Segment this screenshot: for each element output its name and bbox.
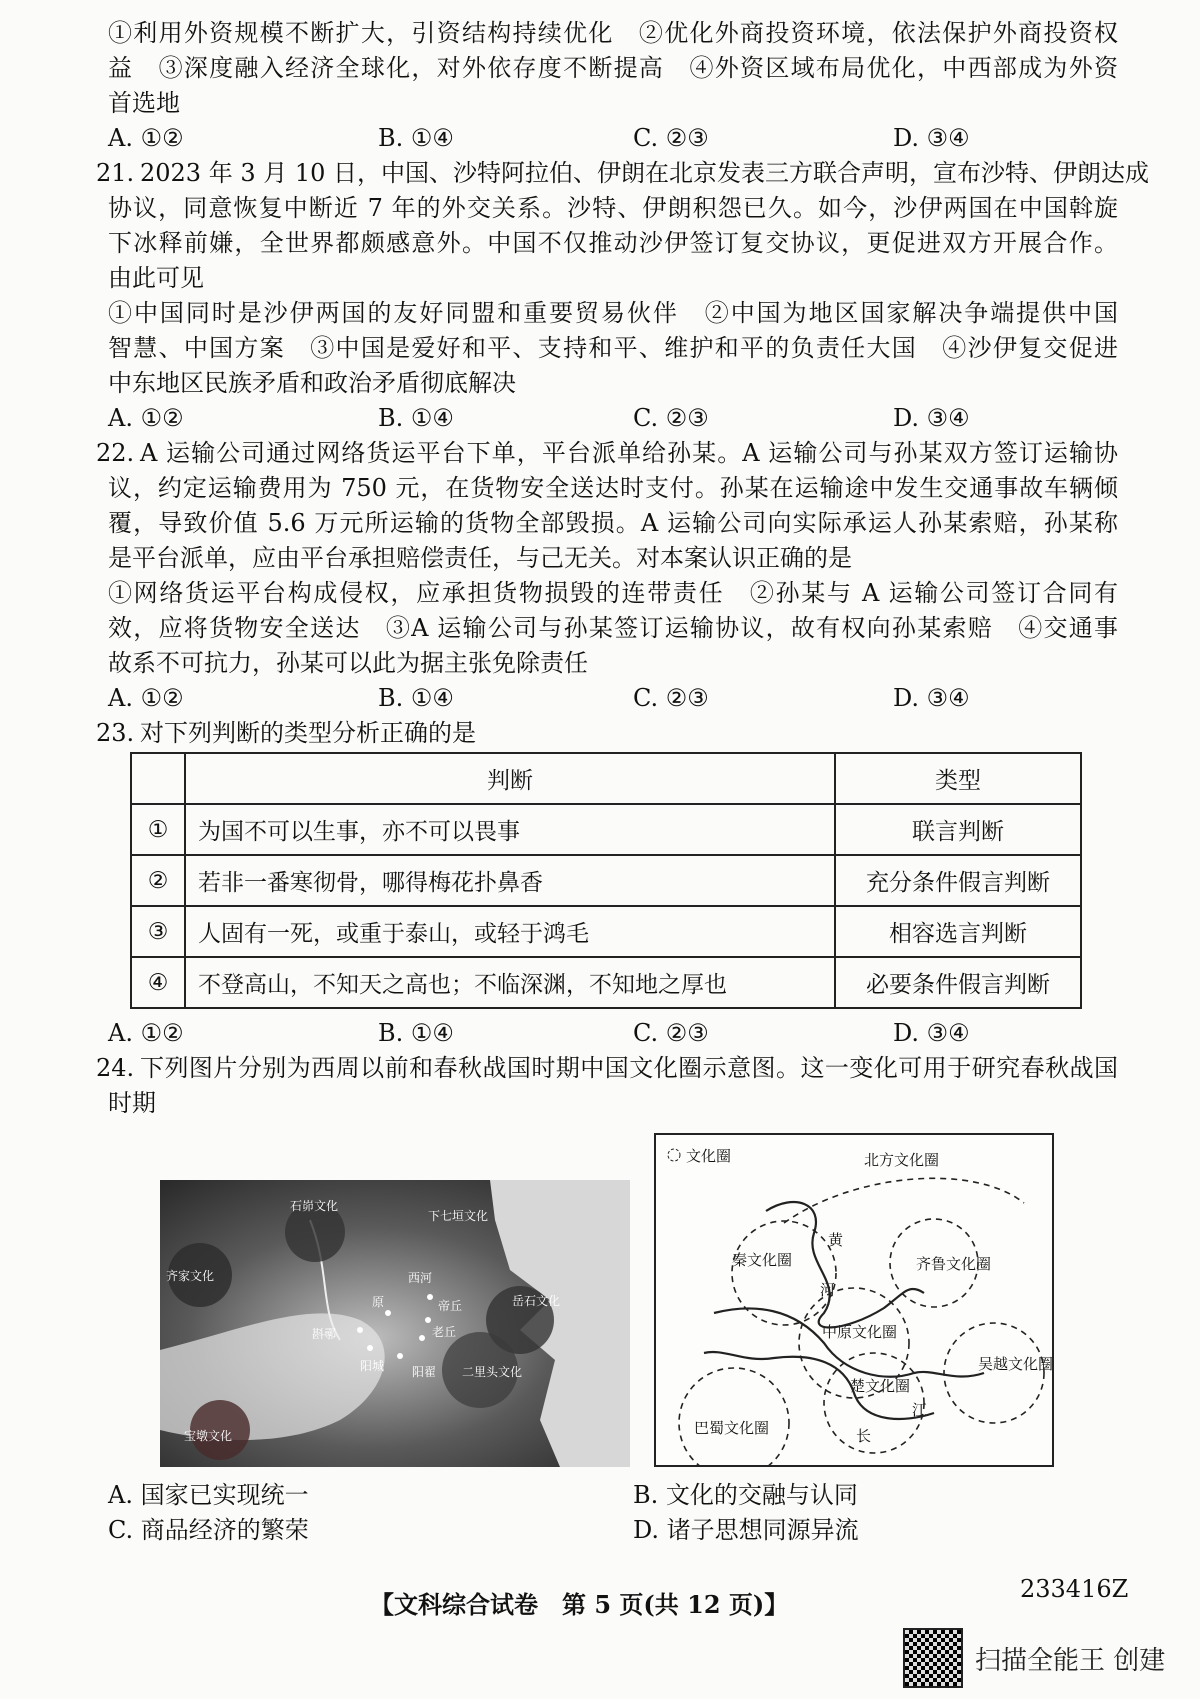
q23-option-d[interactable]: D. ③④	[893, 1019, 970, 1047]
q20-option-c[interactable]: C. ②③	[633, 124, 709, 152]
q24-option-b[interactable]: B. 文化的交融与认同	[633, 1481, 858, 1509]
q21-line-5: ①中国同时是沙伊两国的友好同盟和重要贸易伙伴 ②中国为地区国家解决争端提供中国	[108, 299, 1118, 327]
map1-label: 齐家文化	[166, 1269, 215, 1283]
map2-label-wuyue: 吴越文化圈	[978, 1355, 1054, 1373]
q21-line-7: 中东地区民族矛盾和政治矛盾彻底解决	[108, 369, 516, 397]
q24-line-2: 时期	[108, 1089, 156, 1117]
q22-number: 22.	[96, 439, 135, 467]
table-row	[131, 906, 1081, 957]
map2-label-north: 北方文化圈	[864, 1151, 940, 1169]
map1-label: 西河	[408, 1271, 433, 1285]
map2-label-bashu: 巴蜀文化圈	[694, 1419, 770, 1437]
row-type: 联言判断	[835, 804, 1081, 855]
map1-label: 二里头文化	[462, 1365, 523, 1379]
q24-option-d[interactable]: D. 诸子思想同源异流	[633, 1516, 859, 1544]
map1-label: 宝墩文化	[184, 1429, 233, 1443]
q22-line-4: 是平台派单，应由平台承担赔偿责任，与己无关。对本案认识正确的是	[108, 544, 852, 572]
row-type: 充分条件假言判断	[835, 855, 1081, 906]
q20-line-2: 益 ③深度融入经济全球化，对外依存度不断提高 ④外资区域布局优化，中西部成为外资	[108, 54, 1118, 82]
map2-label-he: 河	[820, 1281, 836, 1299]
q24-option-c[interactable]: C. 商品经济的繁荣	[108, 1516, 309, 1544]
watermark-text: 扫描全能王 创建	[975, 1645, 1166, 1676]
map1-label: 帝丘	[438, 1299, 463, 1313]
judgement-table	[130, 752, 1082, 1009]
q21-line-1: 2023 年 3 月 10 日，中国、沙特阿拉伯、伊朗在北京发表三方联合声明，宣布沙特、伊朗达成	[140, 159, 1150, 187]
q22-option-c[interactable]: C. ②③	[633, 684, 709, 712]
q22-line-1: A 运输公司通过网络货运平台下单，平台派单给孙某。A 运输公司与孙某双方签订运输协	[140, 439, 1118, 467]
map1-label: 阳翟	[412, 1365, 437, 1379]
q21-line-6: 智慧、中国方案 ③中国是爱好和平、支持和平、维护和平的负责任大国 ④沙伊复交促进	[108, 334, 1118, 362]
q22-line-2: 议，约定运输费用为 750 元，在货物安全送达时支付。孙某在运输途中发生交通事故车辆倾	[108, 474, 1118, 502]
map2-label-chu: 楚文化圈	[850, 1377, 911, 1395]
q23-number: 23.	[96, 719, 135, 747]
scanner-watermark	[903, 1628, 1165, 1688]
table-row	[131, 957, 1081, 1008]
row-type: 相容选言判断	[835, 906, 1081, 957]
q22-option-d[interactable]: D. ③④	[893, 684, 970, 712]
q22-line-5: ①网络货运平台构成侵权，应承担货物损毁的连带责任 ②孙某与 A 运输公司签订合同有	[108, 579, 1118, 607]
q23-stem: 对下列判断的类型分析正确的是	[140, 719, 476, 747]
q23-option-b[interactable]: B. ①④	[378, 1019, 454, 1047]
map-spring-autumn-cultures	[654, 1133, 1054, 1467]
q22-line-3: 覆，导致价值 5.6 万元所运输的货物全部毁损。A 运输公司向实际承运人孙某索赔，孙某称	[108, 509, 1118, 537]
q20-line-3: 首选地	[108, 89, 180, 117]
map1-label: 下七垣文化	[428, 1209, 489, 1223]
paper-code: 233416Z	[1020, 1575, 1129, 1603]
q21-option-b[interactable]: B. ①④	[378, 404, 454, 432]
table-row	[131, 804, 1081, 855]
q23-option-c[interactable]: C. ②③	[633, 1019, 709, 1047]
row-judgement: 若非一番寒彻骨，哪得梅花扑鼻香	[185, 855, 835, 906]
q20-line-1: ①利用外资规模不断扩大，引资结构持续优化 ②优化外商投资环境，依法保护外商投资权	[108, 19, 1118, 47]
row-index: ①	[131, 804, 185, 855]
qr-code-icon	[903, 1628, 963, 1688]
q22-line-7: 故系不可抗力，孙某可以此为据主张免除责任	[108, 649, 588, 677]
table-row	[131, 855, 1081, 906]
q20-option-b[interactable]: B. ①④	[378, 124, 454, 152]
map1-label: 石峁文化	[290, 1199, 339, 1213]
page-footer: 【文科综合试卷 第 5 页(共 12 页)】	[370, 1590, 789, 1619]
map2-label-huang: 黄	[828, 1231, 844, 1249]
q24-option-a[interactable]: A. 国家已实现统一	[108, 1481, 309, 1509]
q21-number: 21.	[96, 159, 135, 187]
map2-legend-label: 文化圈	[686, 1147, 732, 1165]
row-index: ②	[131, 855, 185, 906]
map2-label-zhongyuan: 中原文化圈	[822, 1323, 898, 1341]
row-type: 必要条件假言判断	[835, 957, 1081, 1008]
q24-number: 24.	[96, 1054, 135, 1082]
map2-label-chang: 长	[856, 1427, 872, 1445]
map1-label: 岳石文化	[512, 1294, 561, 1308]
map2-label-qilu: 齐鲁文化圈	[916, 1255, 992, 1273]
q24-line-1: 下列图片分别为西周以前和春秋战国时期中国文化圈示意图。这一变化可用于研究春秋战国	[140, 1054, 1118, 1082]
row-judgement: 为国不可以生事，亦不可以畏事	[185, 804, 835, 855]
row-index: ④	[131, 957, 185, 1008]
q21-option-a[interactable]: A. ①②	[108, 404, 184, 432]
row-index: ③	[131, 906, 185, 957]
map2-label-qin: 秦文化圈	[732, 1251, 793, 1269]
q21-line-3: 下冰释前嫌，全世界都颇感意外。中国不仅推动沙伊签订复交协议，更促进双方开展合作。	[108, 229, 1118, 257]
q20-option-a[interactable]: A. ①②	[108, 124, 184, 152]
table-header-judgement: 判断	[185, 753, 835, 804]
map1-label: 原	[372, 1295, 385, 1309]
q20-option-d[interactable]: D. ③④	[893, 124, 970, 152]
row-judgement: 不登高山，不知天之高也；不临深渊，不知地之厚也	[185, 957, 835, 1008]
map-pre-western-zhou	[160, 1180, 630, 1467]
q21-line-4: 由此可见	[108, 264, 204, 292]
map1-label: 斟鄩	[312, 1327, 337, 1341]
q21-line-2: 协议，同意恢复中断近 7 年的外交关系。沙特、伊朗积怨已久。如今，沙伊两国在中国斡旋	[108, 194, 1118, 222]
map1-label: 阳城	[360, 1359, 385, 1373]
q22-option-b[interactable]: B. ①④	[378, 684, 454, 712]
table-header-row	[131, 753, 1081, 804]
table-header-type: 类型	[835, 753, 1081, 804]
q21-option-c[interactable]: C. ②③	[633, 404, 709, 432]
q21-option-d[interactable]: D. ③④	[893, 404, 970, 432]
map2-label-jiang: 江	[912, 1401, 928, 1419]
row-judgement: 人固有一死，或重于泰山，或轻于鸿毛	[185, 906, 835, 957]
table-header-index	[131, 753, 185, 804]
q23-option-a[interactable]: A. ①②	[108, 1019, 184, 1047]
q22-line-6: 效，应将货物安全送达 ③A 运输公司与孙某签订运输协议，故有权向孙某索赔 ④交通事	[108, 614, 1118, 642]
q22-option-a[interactable]: A. ①②	[108, 684, 184, 712]
map1-label: 老丘	[432, 1325, 457, 1339]
